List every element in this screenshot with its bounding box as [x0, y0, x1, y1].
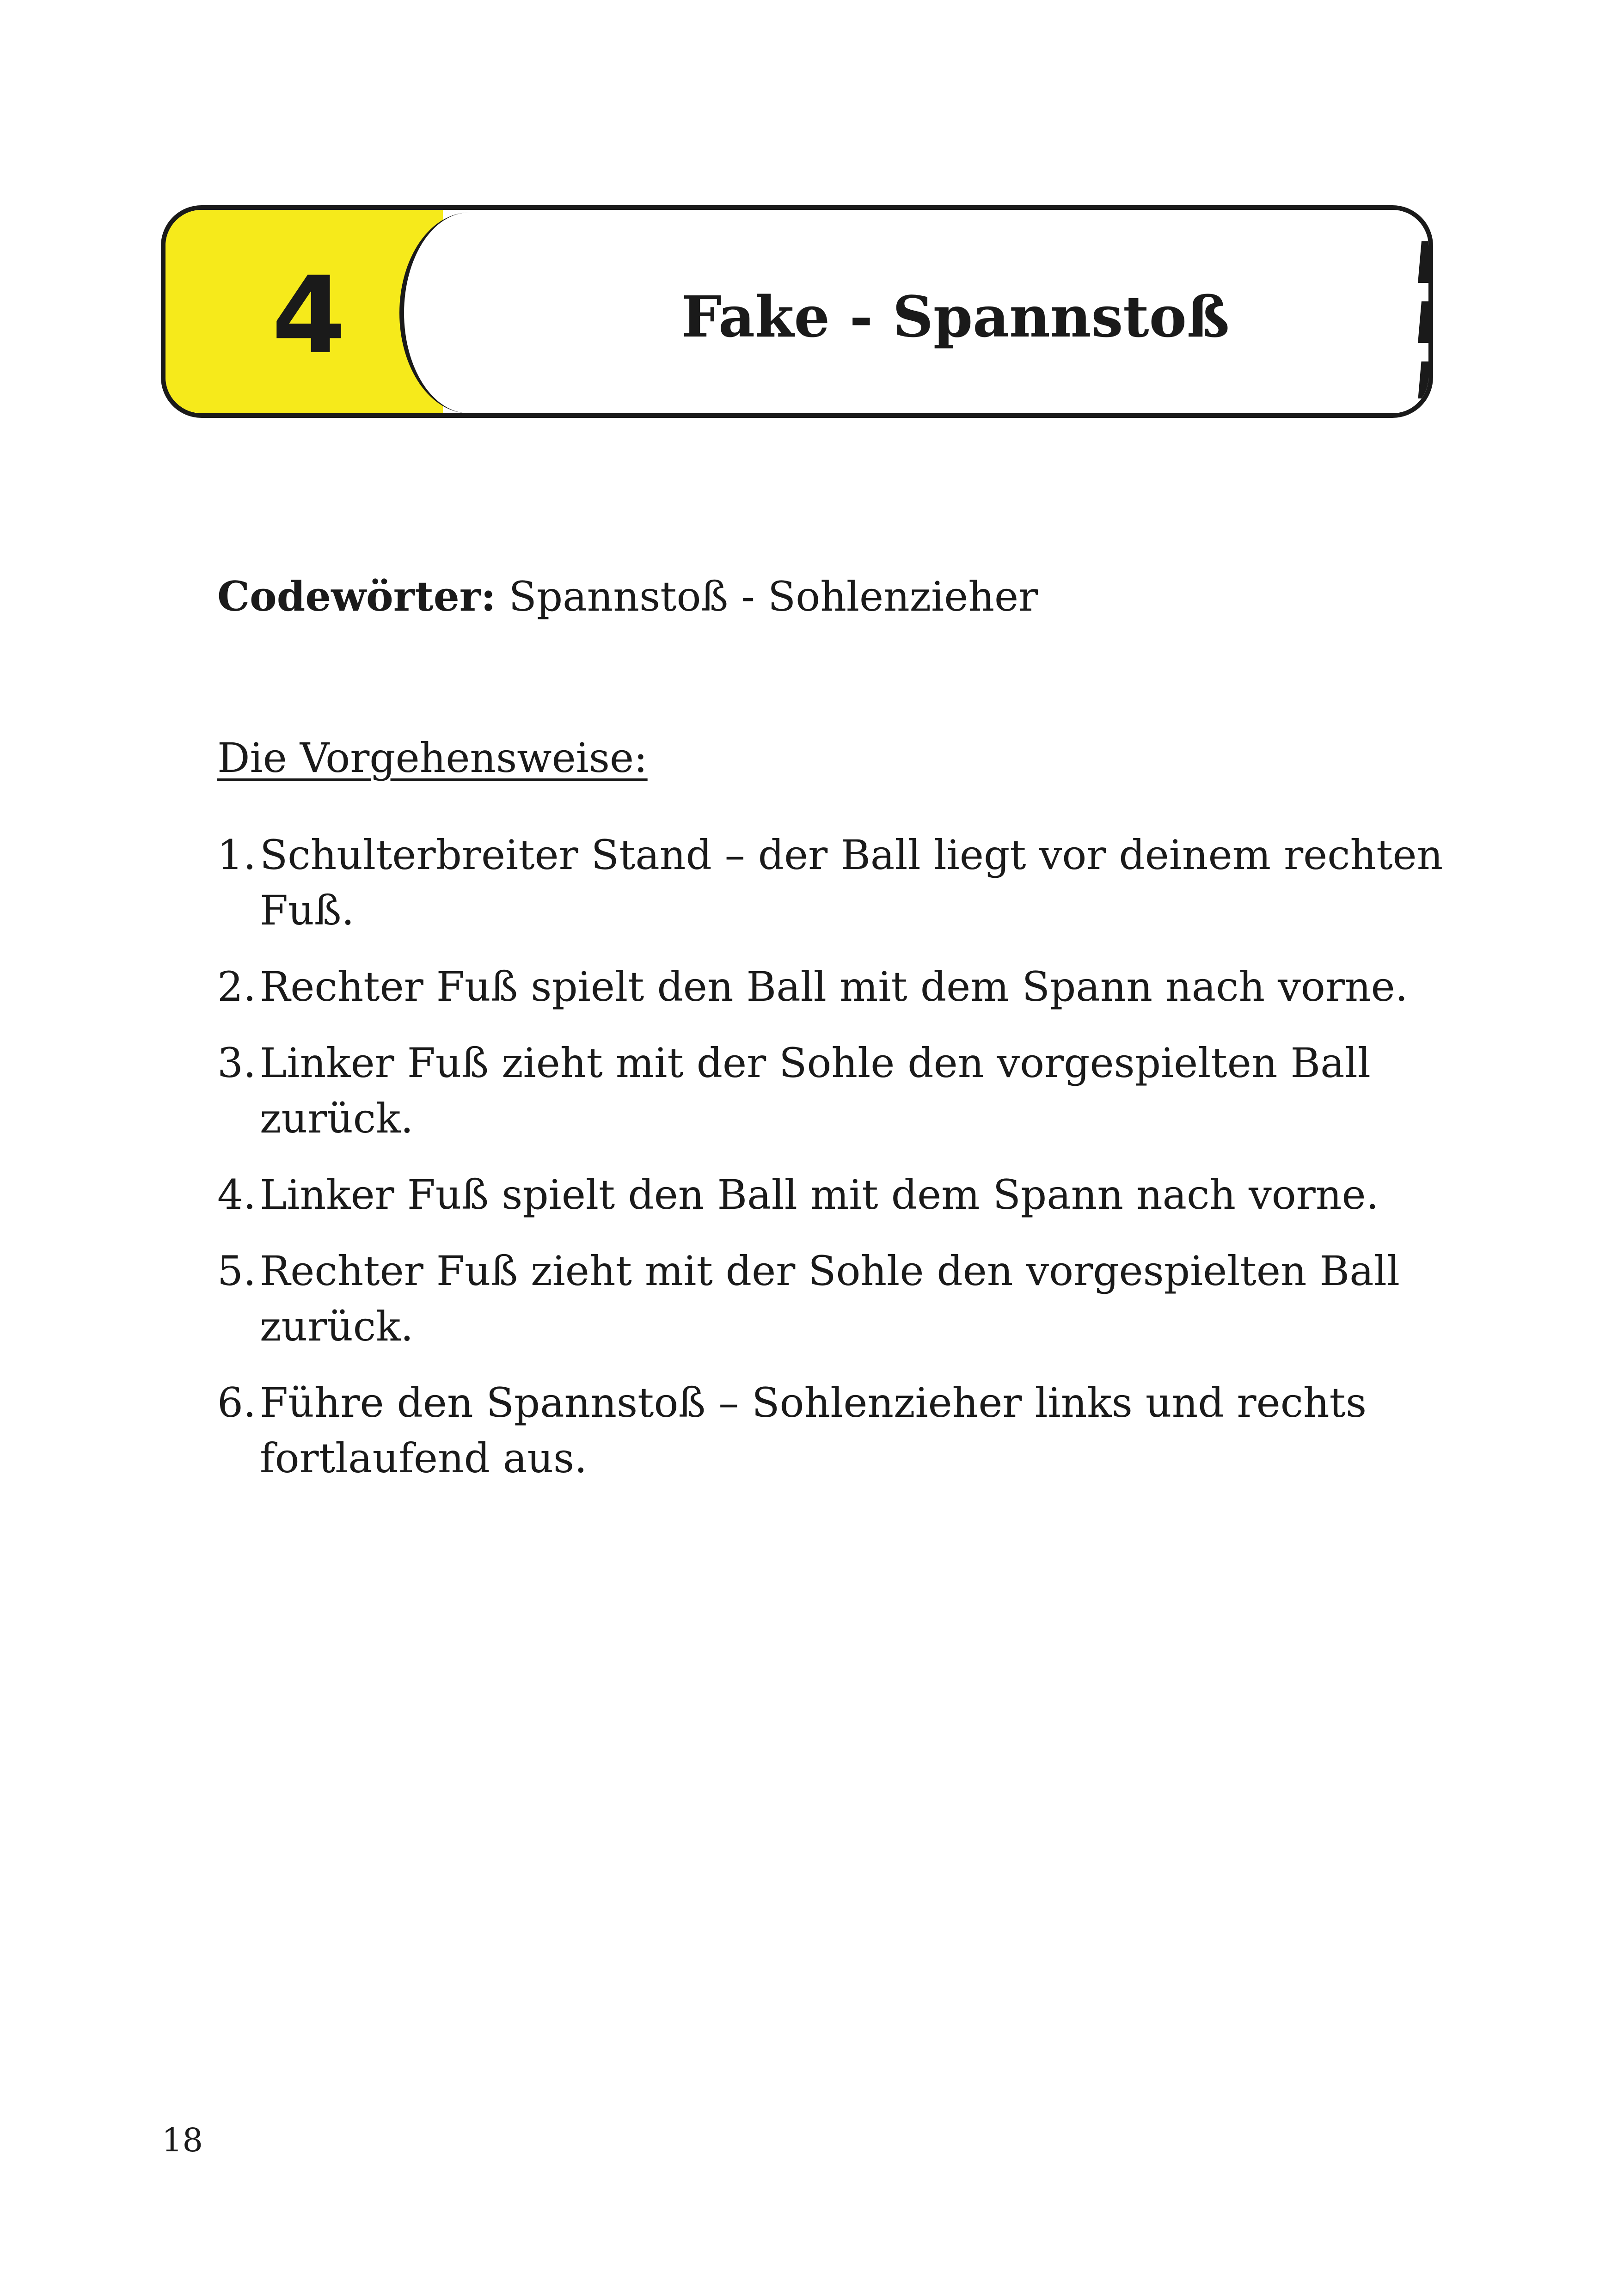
step-number: 3. [217, 1039, 256, 1087]
step-number: 5. [217, 1247, 256, 1295]
codewords-label: Codewörter: [217, 572, 496, 620]
divider-mark [1418, 301, 1433, 343]
list-item [217, 1035, 1489, 1146]
chapter-number: 4 [271, 254, 346, 378]
list-item [217, 1167, 1489, 1223]
procedure-steps [217, 827, 1489, 1507]
step-number: 1. [217, 831, 256, 879]
divider-marks [1414, 237, 1433, 403]
step-number: 4. [217, 1171, 256, 1218]
codewords-value: Spannstoß - Sohlenzieher [496, 573, 1038, 620]
divider-mark [1418, 361, 1433, 398]
page-number: 18 [162, 2121, 203, 2159]
list-item [217, 827, 1489, 938]
title-panel [399, 213, 1433, 413]
step-text: Schulterbreiter Stand – der Ball liegt vor deinem rechten Fuß. [260, 831, 1443, 934]
step-text: Linker Fuß zieht mit der Sohle den vorgespielten Ball zurück. [260, 1039, 1371, 1142]
procedure-heading: Die Vorgehensweise: [217, 734, 648, 782]
step-number: 6. [217, 1379, 256, 1427]
list-item [217, 1243, 1489, 1354]
step-text: Rechter Fuß spielt den Ball mit dem Spann nach vorne. [260, 963, 1408, 1010]
chapter-banner [161, 205, 1433, 418]
step-text: Rechter Fuß zieht mit der Sohle den vorgespielten Ball zurück. [260, 1247, 1400, 1350]
step-text: Linker Fuß spielt den Ball mit dem Spann nach vorne. [260, 1171, 1379, 1218]
list-item [217, 959, 1489, 1015]
list-item [217, 1375, 1489, 1486]
divider-mark [1418, 241, 1433, 283]
step-text: Führe den Spannstoß – Sohlenzieher links und rechts fortlaufend aus. [260, 1379, 1367, 1482]
chapter-title: Fake - Spannstoß [681, 283, 1230, 350]
step-number: 2. [217, 963, 256, 1010]
codewords-line [217, 564, 1038, 629]
